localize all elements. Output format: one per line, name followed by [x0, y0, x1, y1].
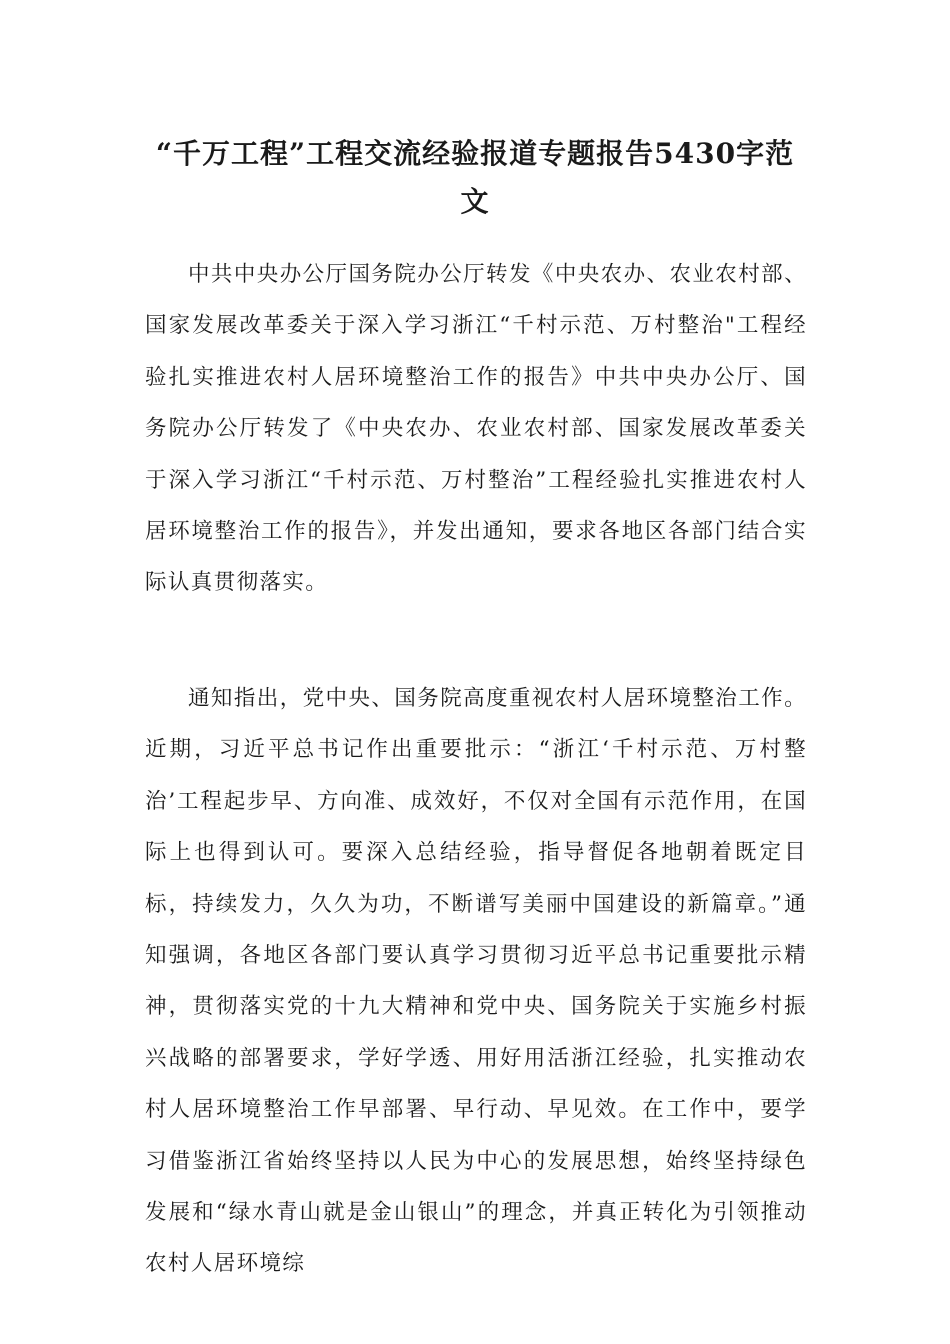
body-paragraph-1: 中共中央办公厅国务院办公厅转发《中央农办、农业农村部、国家发展改革委关于深入学习浙江“千村示范、万村整治"工程经验扎实推进农村人居环境整治工作的报告》中共中央办公厅、国务院办公厅转发了《中央农办、农业农村部、国家发展改革委关于深入学习浙江“千村示范、万村整治”工程经验扎实推进农村人居环境整治工作的报告》，并发出通知，要求各地区各部门结合实际认真贯彻落实。: [145, 262, 807, 596]
document-title: “千万工程”工程交流经验报道专题报告5430字范文: [155, 137, 795, 218]
body-paragraph-2: 通知指出，党中央、国务院高度重视农村人居环境整治工作。近期，习近平总书记作出重要批示：“浙江‘千村示范、万村整治’工程起步早、方向准、成效好，不仅对全国有示范作用，在国际上也得到认可。要深入总结经验，指导督促各地朝着既定目标，持续发力，久久为功，不断谱写美丽中国建设的新篇章。”通知强调，各地区各部门要认真学习贯彻习近平总书记重要批示精神，贯彻落实党的十九大精神和党中央、国务院关于实施乡村振兴战略的部署要求，学好学透、用好用活浙江经验，扎实推动农村人居环境整治工作早部署、早行动、早见效。在工作中，要学习借鉴浙江省始终坚持以人民为中心的发展思想，始终坚持绿色发展和“绿水青山就是金山银山”的理念，并真正转化为引领推动农村人居环境综: [145, 686, 807, 1277]
